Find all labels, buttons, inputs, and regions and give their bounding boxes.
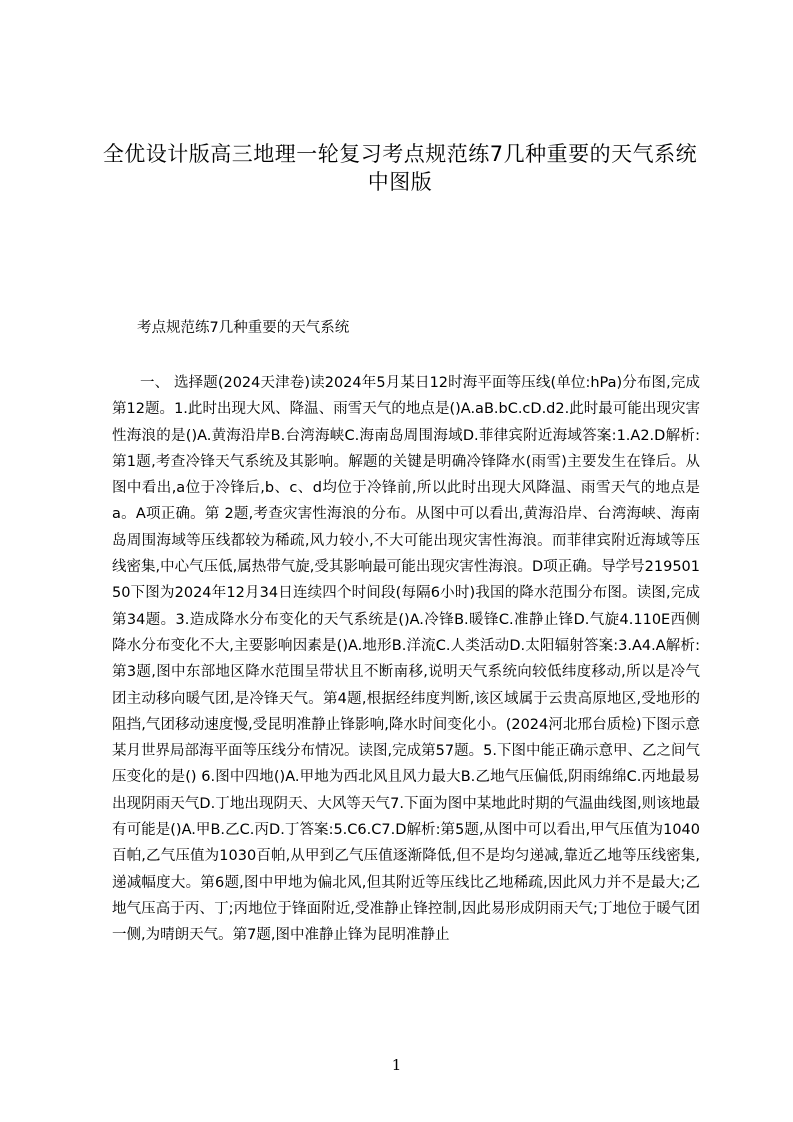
page-number: 1: [391, 1056, 402, 1074]
document-title: 全优设计版高三地理一轮复习考点规范练7几种重要的天气系统中图版: [102, 142, 698, 194]
body-paragraph: 一、 选择题(2024天津卷)读2024年5月某日12时海平面等压线(单位:hPa)分布图,完成第12题。1.此时出现大风、降温、雨雪天气的地点是()A.aB.bC.cD.d2.此时最可能出现灾害性海浪的是()A.黄海沿岸B.台湾海峡C.海南岛周围海域D.菲律宾附近海域答案:1.A2.D解析:第1题,考查冷锋天气系统及其影响。解题的关键是明确冷锋降水(雨雪)主要发生在锋后。从图中看出,a位于冷锋后,b、c、d均位于冷锋前,所以此时出现大风降温、雨雪天气的地点是a。A项正确。第 2题,考查灾害性海浪的分布。从图中可以看出,黄海沿岸、台湾海峡、海南岛周围海域等压线都较为稀疏,风力较小,不大可能出现灾害性海浪。而菲律宾附近海域等压线密集,中心气压低,属热带气旋,受其影响最可能出现灾害性海浪。D项正确。导学号21950150下图为2024年12月34日连续四个时间段(每隔6小时)我国的降水范围分布图。读图,完成第34题。3.造成降水分布变化的天气系统是()A.冷锋B.暖锋C.准静止锋D.气旋4.110E西侧降水分布变化不大,主要影响因素是()A.地形B.洋流C.人类活动D.太阳辐射答案:3.A4.A解析:第3题,图中东部地区降水范围呈带状且不断南移,说明天气系统向较低纬度移动,所以是冷气团主动移向暖气团,是冷锋天气。第4题,根据经纬度判断,该区域属于云贵高原地区,受地形的阻挡,气团移动速度慢,受昆明准静止锋影响,降水时间变化小。(2024河北邢台质检)下图示意某月世界局部海平面等压线分布情况。读图,完成第57题。5.下图中能正确示意甲、乙之间气压变化的是() 6.图中四地()A.甲地为西北风且风力最大B.乙地气压偏低,阴雨绵绵C.丙地最易出现阴雨天气D.丁地出现阴天、大风等天气7.下面为图中某地此时期的气温曲线图,则该地最有可能是()A.甲B.乙C.丙D.丁答案:5.C6.C7.D解析:第5题,从图中可以看出,甲气压值为1040百帕,乙气压值为1030百帕,从甲到乙气压值逐渐降低,但不是均匀递减,靠近乙地等压线密集,递减幅度大。第6题,图中甲地为偏北风,但其附近等压线比乙地稀疏,因此风力并不是最大;乙地气压高于丙、丁;丙地位于锋面附近,受准静止锋控制,因此易形成阴雨天气;丁地位于暖气团一侧,为晴朗天气。第7题,图中准静止锋为昆明准静止: [112, 375, 700, 944]
section-subtitle: 考点规范练7几种重要的天气系统: [137, 320, 350, 336]
